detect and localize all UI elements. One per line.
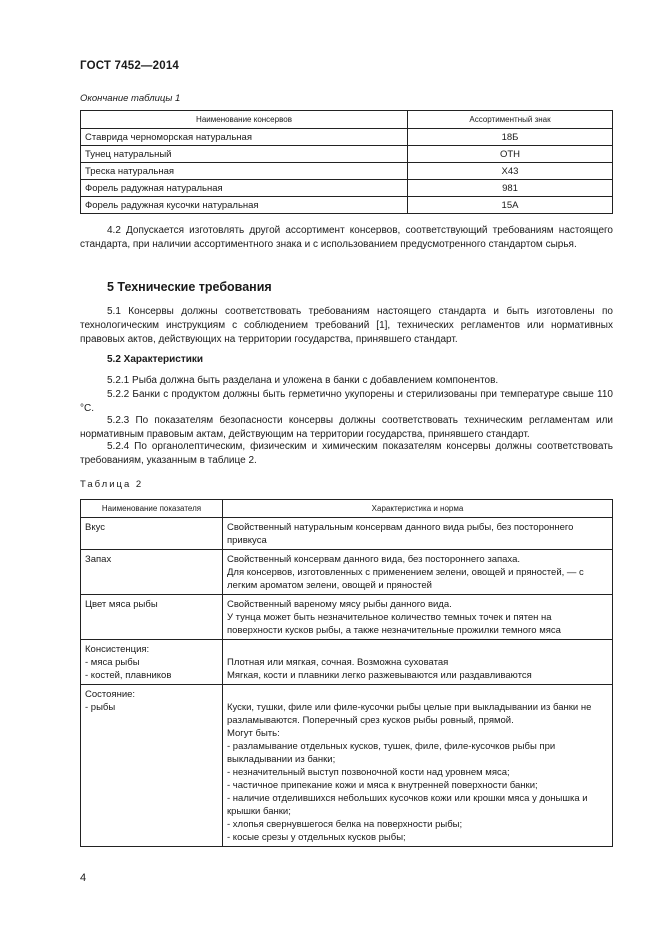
- paragraph-5-2-2: 5.2.2 Банки с продуктом должны быть герметично укупорены и стерилизованы при температуре свыше 110 °С.: [80, 389, 613, 414]
- cell-line: Состояние:: [85, 689, 136, 700]
- table1-cell-mark: ОТН: [408, 146, 613, 163]
- cell-line: - косые срезы у отдельных кусков рыбы;: [227, 832, 406, 843]
- table1-cell-mark: 15А: [408, 197, 613, 214]
- cell-line: Мягкая, кости и плавники легко разжевываются или раздавливаются: [227, 670, 532, 681]
- table1-cell-name: Треска натуральная: [81, 163, 408, 180]
- cell-line: Плотная или мягкая, сочная. Возможна суховатая: [227, 657, 449, 668]
- cell-line: [227, 688, 608, 701]
- cell-line: - костей, плавников: [85, 670, 172, 681]
- table2-cell-value: [223, 595, 613, 640]
- table-row: [81, 129, 613, 146]
- cell-line: - наличие отделившихся небольших кусочков кожи или крошки мяса у донышка и крышки банки;: [227, 793, 588, 817]
- table2-caption: Таблица 2: [80, 479, 144, 490]
- table2-cell-value: [223, 518, 613, 550]
- cell-line: Запах: [85, 554, 112, 565]
- cell-line: Куски, тушки, филе или филе-кусочки рыбы целые при выкладывании из банки не разламываются. Поперечный срез кусков рыбы ровный, прямой.: [227, 702, 592, 726]
- table1-cell-name: Форель радужная кусочки натуральная: [81, 197, 408, 214]
- table2-cell-name: [81, 518, 223, 550]
- table1-header-name: Наименование консервов: [81, 111, 408, 129]
- section-5-2-title: 5.2 Характеристики: [107, 354, 204, 365]
- paragraph-4-2: 4.2 Допускается изготовлять другой ассортимент консервов, соответствующий требованиям настоящего стандарта, при наличии ассортиментного знака и с использованием предусмотренного стандартом сырья.: [80, 225, 613, 250]
- paragraph-5-1: 5.1 Консервы должны соответствовать требованиям настоящего стандарта и быть изготовлены по технологическим инструкциям с соблюдением требований [1], технических регламентов или нормативных правовых актов, действующих на территории государства, принявшего стандарт.: [80, 306, 613, 345]
- cell-line: Для консервов, изготовленных с применением зелени, овощей и пряностей, — с легким ароматом зелени, овощей и пряностей: [227, 567, 584, 591]
- table1-caption: Окончание таблицы 1: [80, 93, 181, 104]
- cell-line: Консистенция:: [85, 644, 150, 655]
- cell-line: У тунца может быть незначительное количество темных точек и пятен на поверхности кусков рыбы, а также незначительные прожилки темного мяса: [227, 612, 561, 636]
- table1-cell-name: Тунец натуральный: [81, 146, 408, 163]
- table-row: [81, 180, 613, 197]
- paragraph-5-2-4: 5.2.4 По органолептическим, физическим и химическим показателям консервы должны соответствовать требованиям, указанным в таблице 2.: [80, 441, 613, 466]
- cell-line: - разламывание отдельных кусков, тушек, филе, филе-кусочков рыбы при выкладывании из банки;: [227, 741, 556, 765]
- table2-cell-name: [81, 550, 223, 595]
- table2-cell-name: [81, 640, 223, 685]
- table-row: [81, 550, 613, 595]
- table-2: [80, 499, 613, 847]
- table2-cell-value: [223, 685, 613, 847]
- cell-line: Могут быть:: [227, 728, 280, 739]
- table2-cell-name: [81, 685, 223, 847]
- table-row: [81, 640, 613, 685]
- table1-cell-name: Ставрида черноморская натуральная: [81, 129, 408, 146]
- table1-cell-mark: Х43: [408, 163, 613, 180]
- table2-header-name: Наименование показателя: [81, 500, 223, 518]
- table2-cell-name: [81, 595, 223, 640]
- table2-header-value: Характеристика и норма: [223, 500, 613, 518]
- cell-line: - рыбы: [85, 702, 116, 713]
- section-5-title: 5 Технические требования: [107, 280, 272, 294]
- cell-line: Свойственный натуральным консервам данного вида рыбы, без постороннего привкуса: [227, 522, 574, 546]
- cell-line: - хлопья свернувшегося белка на поверхности рыбы;: [227, 819, 463, 830]
- cell-line: - мяса рыбы: [85, 657, 140, 668]
- table-row: [81, 146, 613, 163]
- table-row: [81, 163, 613, 180]
- paragraph-5-2-3: 5.2.3 По показателям безопасности консервы должны соответствовать техническим регламентам или нормативным правовым актам, действующим на территории государства, принявшего стандарт.: [80, 415, 613, 440]
- table-row: [81, 685, 613, 847]
- cell-line: Цвет мяса рыбы: [85, 599, 158, 610]
- page-number: 4: [80, 872, 87, 884]
- table1-header-mark: Ассортиментный знак: [408, 111, 613, 129]
- paragraph-5-2-1: 5.2.1 Рыба должна быть разделана и уложена в банки с добавлением компонентов.: [107, 375, 499, 386]
- cell-line: Вкус: [85, 522, 105, 533]
- table-row: [81, 518, 613, 550]
- table1-cell-mark: 981: [408, 180, 613, 197]
- cell-line: Свойственный консервам данного вида, без постороннего запаха.: [227, 554, 520, 565]
- table1-cell-mark: 18Б: [408, 129, 613, 146]
- table2-cell-value: [223, 640, 613, 685]
- cell-line: [227, 643, 608, 656]
- table-1: [80, 110, 613, 214]
- cell-line: - незначительный выступ позвоночной кости над уровнем мяса;: [227, 767, 510, 778]
- table-row: [81, 595, 613, 640]
- table2-cell-value: [223, 550, 613, 595]
- table1-cell-name: Форель радужная натуральная: [81, 180, 408, 197]
- document-code: ГОСТ 7452—2014: [80, 60, 180, 72]
- cell-line: Свойственный вареному мясу рыбы данного вида.: [227, 599, 452, 610]
- cell-line: - частичное припекание кожи и мяса к внутренней поверхности банки;: [227, 780, 538, 791]
- table-row: [81, 197, 613, 214]
